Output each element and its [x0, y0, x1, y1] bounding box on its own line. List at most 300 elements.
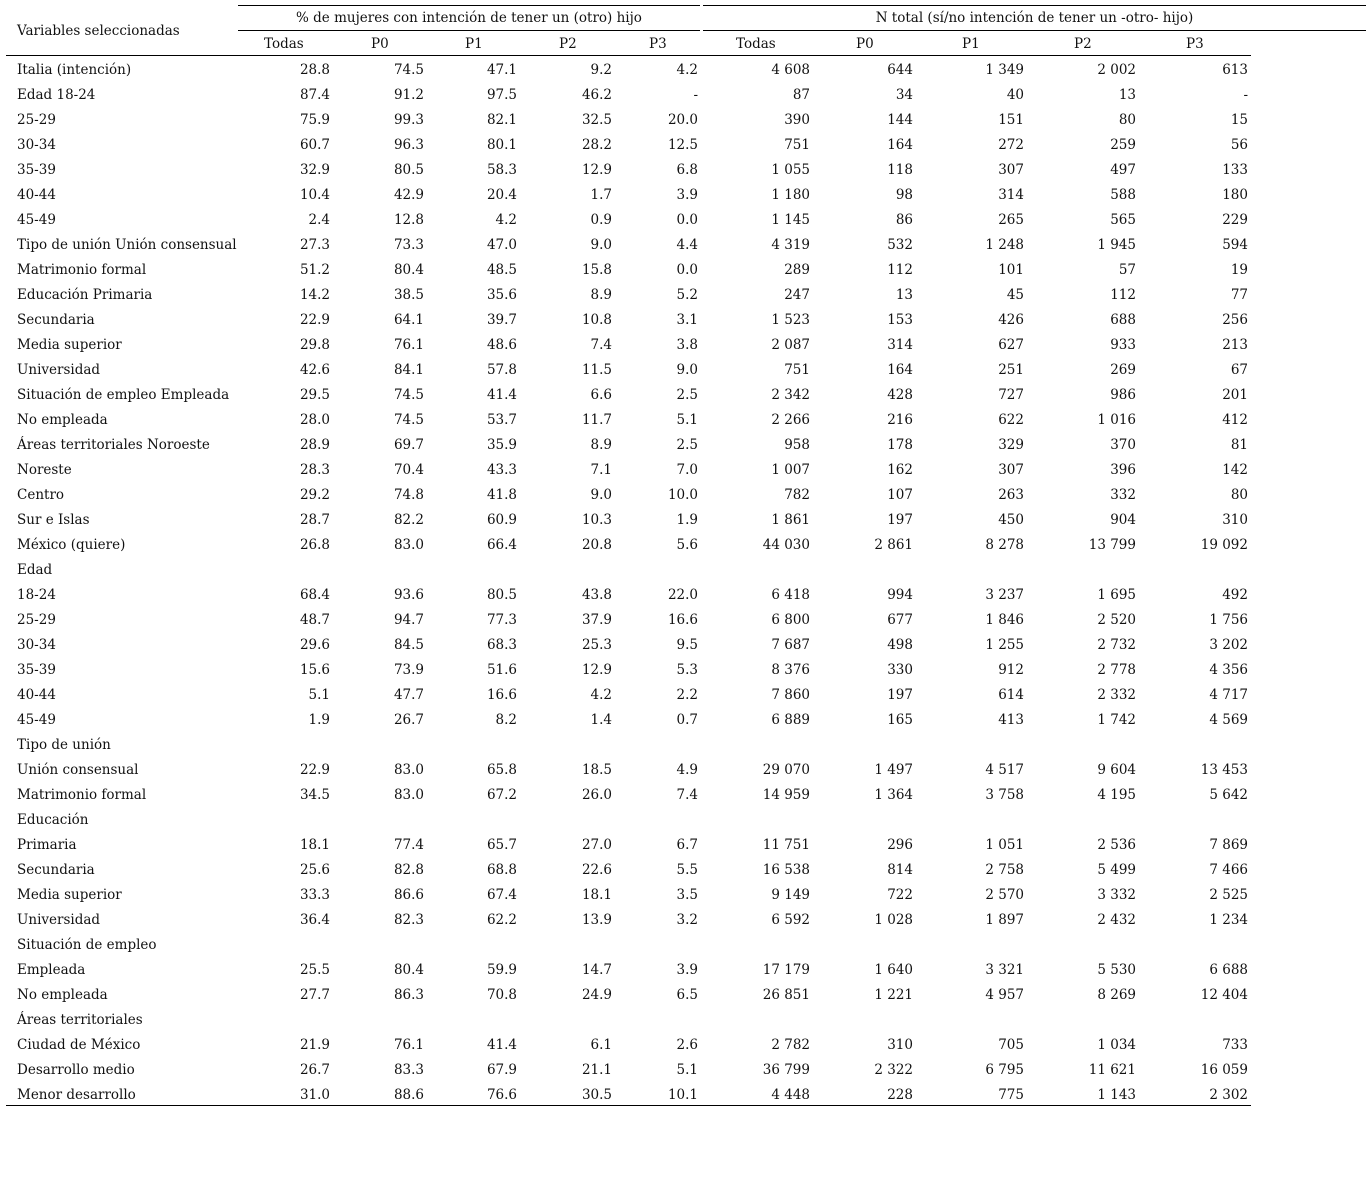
cell-n-p1: 1 051 — [985, 837, 1024, 853]
cell-pct-p3: 3.8 — [676, 337, 698, 353]
cell-pct-p3: 6.7 — [676, 837, 698, 853]
cell-pct-todas: 21.9 — [299, 1037, 330, 1053]
cell-pct-p0: 96.3 — [393, 137, 424, 153]
cell-n-p3: 1 756 — [1209, 612, 1248, 628]
row-label: Ciudad de México — [17, 1037, 141, 1053]
cell-n-p0: 532 — [887, 237, 913, 253]
cell-n-p0: 112 — [887, 262, 913, 278]
cell-pct-p0: 73.3 — [393, 237, 424, 253]
row-label: Educación — [17, 812, 89, 828]
cell-pct-p2: 21.1 — [581, 1062, 612, 1078]
row-label: Áreas territoriales — [17, 1012, 143, 1028]
cell-n-p2: 13 — [1118, 87, 1136, 103]
cell-pct-p0: 74.5 — [393, 62, 424, 78]
cell-pct-p2: 6.6 — [590, 387, 612, 403]
cell-n-todas: 2 342 — [771, 387, 810, 403]
cell-n-p1: 727 — [998, 387, 1024, 403]
row-label: Situación de empleo — [17, 937, 157, 953]
cell-n-todas: 26 851 — [762, 987, 810, 1003]
cell-n-todas: 6 800 — [771, 612, 810, 628]
row-label: 25-29 — [17, 612, 56, 628]
cell-n-todas: 44 030 — [762, 537, 810, 553]
cell-pct-p0: 93.6 — [393, 587, 424, 603]
cell-n-p2: 332 — [1110, 487, 1136, 503]
cell-n-p0: 216 — [887, 412, 913, 428]
row-label: Tipo de unión — [17, 737, 111, 753]
cell-n-p0: 178 — [887, 437, 913, 453]
cell-pct-p3: 7.0 — [676, 462, 698, 478]
cell-pct-p0: 82.2 — [393, 512, 424, 528]
cell-n-p2: 1 034 — [1097, 1037, 1136, 1053]
cell-n-p2: 5 530 — [1097, 962, 1136, 978]
cell-n-p3: 133 — [1222, 162, 1248, 178]
cell-pct-p2: 25.3 — [581, 637, 612, 653]
cell-n-p1: 45 — [1006, 287, 1024, 303]
cell-pct-todas: 18.1 — [299, 837, 330, 853]
cell-pct-p1: 68.8 — [486, 862, 517, 878]
cell-pct-p1: 65.7 — [486, 837, 517, 853]
cell-n-p2: 565 — [1110, 212, 1136, 228]
cell-pct-p3: 3.1 — [676, 312, 698, 328]
cell-n-p3: 201 — [1222, 387, 1248, 403]
cell-n-p2: 2 432 — [1097, 912, 1136, 928]
row-label: 35-39 — [17, 162, 56, 178]
cell-n-p1: 314 — [998, 187, 1024, 203]
cell-n-p2: 396 — [1110, 462, 1136, 478]
cell-n-todas: 751 — [784, 362, 810, 378]
cell-n-p1: 329 — [998, 437, 1024, 453]
cell-n-todas: 7 687 — [771, 637, 810, 653]
cell-n-p1: 3 237 — [985, 587, 1024, 603]
cell-n-p1: 272 — [998, 137, 1024, 153]
cell-n-p3: 142 — [1222, 462, 1248, 478]
cell-pct-todas: 29.6 — [299, 637, 330, 653]
cell-pct-p0: 83.0 — [393, 762, 424, 778]
cell-n-p3: 3 202 — [1209, 637, 1248, 653]
cell-pct-todas: 34.5 — [299, 787, 330, 803]
cell-n-p1: 4 517 — [985, 762, 1024, 778]
cell-pct-p0: 12.8 — [393, 212, 424, 228]
cell-n-p1: 705 — [998, 1037, 1024, 1053]
cell-pct-p0: 94.7 — [393, 612, 424, 628]
cell-pct-todas: 5.1 — [308, 687, 330, 703]
cell-pct-p0: 74.5 — [393, 412, 424, 428]
cell-n-p1: 307 — [998, 462, 1024, 478]
cell-n-p2: 2 002 — [1097, 62, 1136, 78]
cell-pct-p2: 13.9 — [581, 912, 612, 928]
row-label: México (quiere) — [17, 537, 126, 553]
cell-n-p0: 153 — [887, 312, 913, 328]
cell-pct-p3: 2.5 — [676, 437, 698, 453]
cell-pct-p0: 74.5 — [393, 387, 424, 403]
cell-n-p3: 6 688 — [1209, 962, 1248, 978]
cell-pct-p0: 74.8 — [393, 487, 424, 503]
cell-n-p2: 2 778 — [1097, 662, 1136, 678]
cell-n-p2: 9 604 — [1097, 762, 1136, 778]
cell-pct-todas: 29.5 — [299, 387, 330, 403]
cell-pct-todas: 75.9 — [299, 112, 330, 128]
cell-n-p2: 933 — [1110, 337, 1136, 353]
row-label: Centro — [17, 487, 65, 503]
cell-n-p2: 112 — [1110, 287, 1136, 303]
cell-n-p0: 34 — [895, 87, 913, 103]
cell-n-p3: 56 — [1230, 137, 1248, 153]
cell-pct-p3: 3.5 — [676, 887, 698, 903]
cell-pct-p1: 77.3 — [486, 612, 517, 628]
cell-pct-p2: 26.0 — [581, 787, 612, 803]
cell-n-p2: 269 — [1110, 362, 1136, 378]
cell-pct-p0: 64.1 — [393, 312, 424, 328]
cell-n-p0: 310 — [887, 1037, 913, 1053]
cell-n-p0: 162 — [887, 462, 913, 478]
cell-n-p3: 67 — [1230, 362, 1248, 378]
cell-n-todas: 247 — [784, 287, 810, 303]
cell-pct-p3: 2.5 — [676, 387, 698, 403]
cell-pct-p2: 7.4 — [590, 337, 612, 353]
cell-pct-p0: 69.7 — [393, 437, 424, 453]
cell-n-todas: 4 319 — [771, 237, 810, 253]
cell-pct-p3: 5.5 — [676, 862, 698, 878]
cell-pct-p0: 26.7 — [393, 712, 424, 728]
row-label: 25-29 — [17, 112, 56, 128]
cell-pct-todas: 26.8 — [299, 537, 330, 553]
cell-pct-p0: 80.4 — [393, 962, 424, 978]
cell-pct-p3: 10.0 — [667, 487, 698, 503]
cell-pct-todas: 32.9 — [299, 162, 330, 178]
cell-pct-p1: 41.4 — [486, 1037, 517, 1053]
cell-pct-p3: 3.9 — [676, 187, 698, 203]
cell-n-p3: 492 — [1222, 587, 1248, 603]
cell-n-todas: 782 — [784, 487, 810, 503]
group-rule-pct — [238, 30, 700, 31]
cell-pct-p1: 20.4 — [486, 187, 517, 203]
cell-n-p0: 2 322 — [874, 1062, 913, 1078]
cell-pct-p1: 48.5 — [486, 262, 517, 278]
cell-pct-todas: 2.4 — [308, 212, 330, 228]
cell-pct-p1: 80.1 — [486, 137, 517, 153]
cell-n-p0: 1 028 — [874, 912, 913, 928]
row-label: No empleada — [17, 412, 108, 428]
cell-n-p2: 3 332 — [1097, 887, 1136, 903]
subheader-n-p2: P2 — [1074, 36, 1092, 52]
subheader-n-todas: Todas — [736, 36, 776, 52]
cell-pct-p0: 82.8 — [393, 862, 424, 878]
subheader-pct-p1: P1 — [465, 36, 483, 52]
cell-n-p3: 19 092 — [1200, 537, 1248, 553]
subheader-pct-p0: P0 — [371, 36, 389, 52]
row-label: 18-24 — [17, 587, 56, 603]
cell-pct-p2: 9.2 — [590, 62, 612, 78]
cell-pct-p1: 47.0 — [486, 237, 517, 253]
cell-n-p0: 228 — [887, 1087, 913, 1103]
cell-pct-p3: 4.9 — [676, 762, 698, 778]
cell-n-p2: 2 332 — [1097, 687, 1136, 703]
cell-n-todas: 1 145 — [771, 212, 810, 228]
cell-pct-todas: 22.9 — [299, 312, 330, 328]
cell-n-p3: 213 — [1222, 337, 1248, 353]
cell-n-p2: 1 016 — [1097, 412, 1136, 428]
cell-n-p1: 2 758 — [985, 862, 1024, 878]
cell-pct-p0: 38.5 — [393, 287, 424, 303]
cell-pct-p2: 10.8 — [581, 312, 612, 328]
cell-n-p3: 5 642 — [1209, 787, 1248, 803]
cell-pct-p2: 12.9 — [581, 162, 612, 178]
row-label: Media superior — [17, 337, 122, 353]
cell-pct-p0: 80.4 — [393, 262, 424, 278]
cell-pct-p2: 28.2 — [581, 137, 612, 153]
cell-n-p0: 1 221 — [874, 987, 913, 1003]
row-label: Secundaria — [17, 862, 95, 878]
cell-n-todas: 1 007 — [771, 462, 810, 478]
cell-n-p2: 1 742 — [1097, 712, 1136, 728]
subheader-pct-p3: P3 — [649, 36, 667, 52]
cell-n-p2: 8 269 — [1097, 987, 1136, 1003]
subheader-pct-todas: Todas — [264, 36, 304, 52]
cell-pct-p1: 57.8 — [486, 362, 517, 378]
cell-pct-p3: 5.2 — [676, 287, 698, 303]
cell-pct-p3: 0.0 — [676, 212, 698, 228]
cell-n-p1: 1 349 — [985, 62, 1024, 78]
cell-pct-p0: 83.0 — [393, 537, 424, 553]
cell-pct-todas: 29.2 — [299, 487, 330, 503]
cell-pct-p3: 0.0 — [676, 262, 698, 278]
cell-n-p1: 426 — [998, 312, 1024, 328]
cell-n-p0: 498 — [887, 637, 913, 653]
cell-pct-p2: 37.9 — [581, 612, 612, 628]
cell-n-p0: 644 — [887, 62, 913, 78]
cell-n-todas: 11 751 — [762, 837, 810, 853]
cell-pct-p3: 12.5 — [667, 137, 698, 153]
cell-pct-todas: 27.7 — [299, 987, 330, 1003]
cell-pct-p3: 2.2 — [676, 687, 698, 703]
cell-n-todas: 4 448 — [771, 1087, 810, 1103]
cell-n-p2: 588 — [1110, 187, 1136, 203]
cell-n-p3: 412 — [1222, 412, 1248, 428]
row-label: Áreas territoriales Noroeste — [17, 437, 210, 453]
cell-n-p0: 107 — [887, 487, 913, 503]
cell-pct-p3: 0.7 — [676, 712, 698, 728]
row-label: Unión consensual — [17, 762, 139, 778]
cell-n-p3: 7 869 — [1209, 837, 1248, 853]
cell-pct-p3: 10.1 — [667, 1087, 698, 1103]
top-rule-left — [238, 5, 700, 6]
cell-n-p0: 98 — [895, 187, 913, 203]
cell-pct-p0: 84.5 — [393, 637, 424, 653]
cell-n-p3: 81 — [1230, 437, 1248, 453]
cell-n-p2: 11 621 — [1088, 1062, 1136, 1078]
cell-pct-p2: 1.4 — [590, 712, 612, 728]
cell-pct-p2: 11.5 — [581, 362, 612, 378]
cell-pct-p0: 76.1 — [393, 1037, 424, 1053]
cell-pct-todas: 27.3 — [299, 237, 330, 253]
cell-pct-p0: 91.2 — [393, 87, 424, 103]
cell-pct-p1: 48.6 — [486, 337, 517, 353]
cell-n-todas: 6 592 — [771, 912, 810, 928]
cell-pct-p0: 70.4 — [393, 462, 424, 478]
row-label: Edad 18-24 — [17, 87, 96, 103]
cell-n-p1: 3 758 — [985, 787, 1024, 803]
cell-pct-todas: 25.6 — [299, 862, 330, 878]
row-label: Empleada — [17, 962, 86, 978]
cell-n-p1: 3 321 — [985, 962, 1024, 978]
cell-n-p1: 101 — [998, 262, 1024, 278]
row-label: Matrimonio formal — [17, 262, 147, 278]
cell-pct-p1: 59.9 — [486, 962, 517, 978]
cell-n-p1: 1 897 — [985, 912, 1024, 928]
subheader-n-p1: P1 — [962, 36, 980, 52]
cell-n-p0: 197 — [887, 512, 913, 528]
cell-pct-p1: 35.9 — [486, 437, 517, 453]
cell-pct-todas: 15.6 — [299, 662, 330, 678]
cell-n-p3: 4 569 — [1209, 712, 1248, 728]
cell-n-p3: 2 525 — [1209, 887, 1248, 903]
cell-n-todas: 2 266 — [771, 412, 810, 428]
cell-pct-p3: 9.5 — [676, 637, 698, 653]
cell-pct-p1: 97.5 — [486, 87, 517, 103]
subheader-n-p3: P3 — [1186, 36, 1204, 52]
cell-n-p3: 80 — [1230, 487, 1248, 503]
cell-n-p3: 4 717 — [1209, 687, 1248, 703]
cell-n-p2: 370 — [1110, 437, 1136, 453]
cell-pct-p1: 62.2 — [486, 912, 517, 928]
cell-pct-p0: 42.9 — [393, 187, 424, 203]
cell-pct-p3: 3.9 — [676, 962, 698, 978]
row-label: Sur e Islas — [17, 512, 90, 528]
cell-pct-p2: 46.2 — [581, 87, 612, 103]
cell-n-todas: 4 608 — [771, 62, 810, 78]
cell-n-p1: 1 255 — [985, 637, 1024, 653]
cell-n-p2: 1 695 — [1097, 587, 1136, 603]
top-rule-right — [703, 5, 1366, 6]
cell-n-p0: 330 — [887, 662, 913, 678]
cell-pct-p3: 16.6 — [667, 612, 698, 628]
cell-pct-p3: 4.2 — [676, 62, 698, 78]
row-label: Media superior — [17, 887, 122, 903]
cell-n-todas: 36 799 — [762, 1062, 810, 1078]
row-label: 40-44 — [17, 687, 56, 703]
cell-n-p2: 1 945 — [1097, 237, 1136, 253]
cell-pct-p3: 7.4 — [676, 787, 698, 803]
row-label: Situación de empleo Empleada — [17, 387, 230, 403]
subheader-n-p0: P0 — [856, 36, 874, 52]
cell-pct-todas: 22.9 — [299, 762, 330, 778]
cell-pct-p1: 82.1 — [486, 112, 517, 128]
row-label: Italia (intención) — [17, 62, 132, 78]
cell-pct-p0: 83.3 — [393, 1062, 424, 1078]
cell-pct-todas: 33.3 — [299, 887, 330, 903]
cell-pct-p0: 80.5 — [393, 162, 424, 178]
cell-pct-p1: 53.7 — [486, 412, 517, 428]
cell-pct-todas: 14.2 — [299, 287, 330, 303]
cell-n-p2: 80 — [1118, 112, 1136, 128]
cell-n-p2: 904 — [1110, 512, 1136, 528]
cell-n-p0: 994 — [887, 587, 913, 603]
cell-pct-todas: 28.9 — [299, 437, 330, 453]
cell-pct-p2: 12.9 — [581, 662, 612, 678]
cell-pct-p2: 14.7 — [581, 962, 612, 978]
row-label: Universidad — [17, 912, 101, 928]
cell-n-p3: 310 — [1222, 512, 1248, 528]
cell-n-p3: 4 356 — [1209, 662, 1248, 678]
cell-pct-p1: 39.7 — [486, 312, 517, 328]
cell-n-todas: 17 179 — [762, 962, 810, 978]
cell-n-p1: 6 795 — [985, 1062, 1024, 1078]
cell-n-todas: 1 055 — [771, 162, 810, 178]
cell-pct-p3: 6.8 — [676, 162, 698, 178]
cell-pct-p3: 2.6 — [676, 1037, 698, 1053]
cell-pct-p0: 73.9 — [393, 662, 424, 678]
cell-n-p3: 180 — [1222, 187, 1248, 203]
cell-n-p3: 12 404 — [1200, 987, 1248, 1003]
cell-pct-p2: 43.8 — [581, 587, 612, 603]
cell-n-p1: 450 — [998, 512, 1024, 528]
cell-pct-p3: - — [693, 87, 698, 103]
cell-n-p1: 263 — [998, 487, 1024, 503]
cell-n-p0: 197 — [887, 687, 913, 703]
cell-n-p1: 307 — [998, 162, 1024, 178]
cell-pct-todas: 29.8 — [299, 337, 330, 353]
cell-n-p1: 8 278 — [985, 537, 1024, 553]
cell-pct-p2: 11.7 — [581, 412, 612, 428]
cell-n-todas: 751 — [784, 137, 810, 153]
cell-n-todas: 6 418 — [771, 587, 810, 603]
cell-pct-p0: 76.1 — [393, 337, 424, 353]
cell-n-p2: 2 732 — [1097, 637, 1136, 653]
cell-pct-p1: 67.9 — [486, 1062, 517, 1078]
cell-pct-p0: 86.6 — [393, 887, 424, 903]
cell-n-todas: 958 — [784, 437, 810, 453]
header-group-percent: % de mujeres con intención de tener un (otro) hijo — [296, 10, 642, 26]
header-group-total-n: N total (sí/no intención de tener un -otro- hijo) — [875, 10, 1194, 26]
cell-pct-todas: 25.5 — [299, 962, 330, 978]
cell-pct-p1: 4.2 — [495, 212, 517, 228]
cell-n-p1: 413 — [998, 712, 1024, 728]
cell-pct-p2: 9.0 — [590, 487, 612, 503]
cell-n-p1: 912 — [998, 662, 1024, 678]
cell-pct-p0: 47.7 — [393, 687, 424, 703]
cell-pct-p2: 20.8 — [581, 537, 612, 553]
cell-n-todas: 9 149 — [771, 887, 810, 903]
row-label: Noreste — [17, 462, 72, 478]
cell-n-todas: 16 538 — [762, 862, 810, 878]
cell-n-todas: 2 782 — [771, 1037, 810, 1053]
cell-pct-p1: 51.6 — [486, 662, 517, 678]
cell-pct-p1: 43.3 — [486, 462, 517, 478]
cell-n-p1: 265 — [998, 212, 1024, 228]
cell-n-p0: 296 — [887, 837, 913, 853]
cell-n-p1: 614 — [998, 687, 1024, 703]
cell-n-todas: 1 180 — [771, 187, 810, 203]
cell-n-todas: 6 889 — [771, 712, 810, 728]
cell-pct-p3: 4.4 — [676, 237, 698, 253]
row-label: No empleada — [17, 987, 108, 1003]
cell-pct-p3: 5.1 — [676, 1062, 698, 1078]
cell-n-p0: 86 — [895, 212, 913, 228]
row-label: Universidad — [17, 362, 101, 378]
cell-pct-p1: 80.5 — [486, 587, 517, 603]
cell-pct-todas: 28.7 — [299, 512, 330, 528]
cell-pct-p3: 3.2 — [676, 912, 698, 928]
group-rule-n — [703, 30, 1366, 31]
cell-pct-p2: 22.6 — [581, 862, 612, 878]
cell-pct-p3: 9.0 — [676, 362, 698, 378]
cell-n-p3: 77 — [1230, 287, 1248, 303]
cell-pct-todas: 28.3 — [299, 462, 330, 478]
row-label: 30-34 — [17, 637, 56, 653]
cell-pct-p1: 58.3 — [486, 162, 517, 178]
row-label: Tipo de unión Unión consensual — [17, 237, 237, 253]
cell-pct-p1: 41.8 — [486, 487, 517, 503]
